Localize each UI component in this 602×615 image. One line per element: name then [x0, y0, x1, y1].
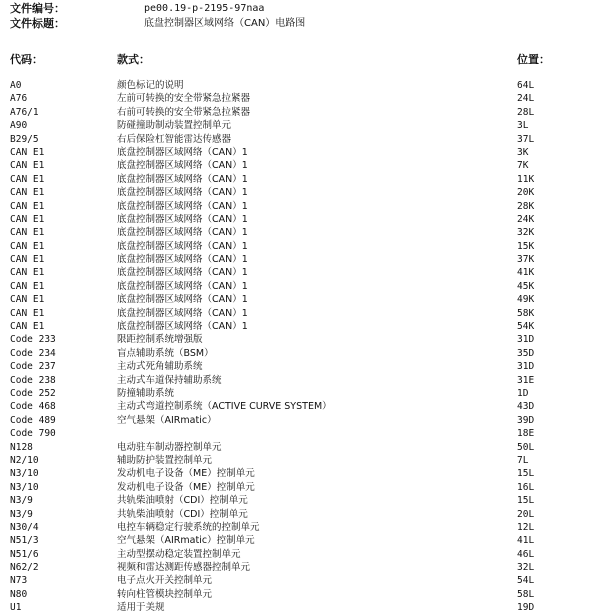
row-description: 底盘控制器区域网络（CAN）1	[117, 146, 248, 158]
row-code: Code 790	[10, 428, 56, 440]
row-position: 64L	[517, 80, 535, 91]
row-position: 24K	[517, 213, 535, 225]
row-code: CAN E1	[10, 173, 45, 185]
row-description: 电控车辆稳定行驶系统的控制单元	[117, 521, 260, 533]
table-row	[0, 280, 602, 293]
row-position: 15K	[517, 240, 535, 252]
row-position: 41K	[517, 267, 535, 279]
row-code: N51/6	[10, 548, 39, 560]
table-row	[0, 601, 602, 614]
row-code: N3/9	[10, 508, 33, 520]
row-description: 转向柱管模块控制单元	[117, 588, 213, 600]
row-description: 空气悬架（AIRmatic）	[117, 414, 217, 426]
table-row	[0, 414, 602, 427]
row-code: A76	[10, 93, 28, 105]
row-description: 底盘控制器区域网络（CAN）1	[117, 254, 248, 266]
row-description: 空气悬架（AIRmatic）控制单元	[117, 535, 255, 547]
row-position: 12L	[517, 521, 535, 533]
row-code: N2/10	[10, 454, 39, 466]
row-description: 颜色标记的说明	[117, 80, 184, 91]
row-position: 20K	[517, 187, 535, 199]
row-description: 防碰撞助制动装置控制单元	[117, 120, 232, 132]
row-description: 底盘控制器区域网络（CAN）1	[117, 240, 248, 252]
row-description: 底盘控制器区域网络（CAN）1	[117, 294, 248, 306]
row-position: 54K	[517, 321, 535, 333]
row-code: N80	[10, 588, 28, 600]
row-description: 底盘控制器区域网络（CAN）1	[117, 267, 248, 279]
row-description: 共轨柴油喷射（CDI）控制单元	[117, 508, 248, 520]
row-position: 15L	[517, 495, 535, 507]
column-header-position: 位置：	[517, 53, 550, 66]
row-description: 适用于美规	[117, 602, 165, 614]
row-code: N3/10	[10, 481, 39, 493]
row-description: 盲点辅助系统（BSM）	[117, 347, 214, 359]
row-description: 底盘控制器区域网络（CAN）1	[117, 321, 248, 333]
row-position: 11K	[517, 173, 535, 185]
table-row	[0, 374, 602, 387]
row-code: Code 234	[10, 347, 56, 359]
row-code: CAN E1	[10, 294, 45, 306]
row-description: 主动式车道保持辅助系统	[117, 374, 222, 386]
table-row	[0, 588, 602, 601]
table-row	[0, 119, 602, 132]
row-position: 32L	[517, 562, 535, 574]
table-row	[0, 400, 602, 413]
row-code: CAN E1	[10, 254, 45, 266]
table-row	[0, 333, 602, 346]
row-description: 主动式死角辅助系统	[117, 361, 203, 373]
row-code: Code 233	[10, 334, 56, 346]
table-row	[0, 454, 602, 467]
table-row	[0, 347, 602, 360]
row-position: 54L	[517, 575, 535, 587]
table-row	[0, 521, 602, 534]
row-position: 45K	[517, 280, 535, 292]
table-row	[0, 200, 602, 213]
row-description: 底盘控制器区域网络（CAN）1	[117, 213, 248, 225]
row-code: U1	[10, 602, 22, 614]
row-position: 3L	[517, 120, 529, 132]
table-row	[0, 133, 602, 146]
table-row	[0, 186, 602, 199]
doc-title-row	[10, 17, 590, 31]
row-description: 底盘控制器区域网络（CAN）1	[117, 227, 248, 239]
row-position: 58L	[517, 588, 535, 600]
table-row	[0, 253, 602, 266]
row-description: 底盘控制器区域网络（CAN）1	[117, 187, 248, 199]
table-row	[0, 293, 602, 306]
doc-title-label: 文件标题：	[10, 17, 65, 30]
row-code: A90	[10, 120, 28, 132]
table-row	[0, 173, 602, 186]
doc-title-value: 底盘控制器区域网络（CAN）电路图	[144, 18, 306, 29]
row-position: 7L	[517, 454, 529, 466]
row-position: 37L	[517, 133, 535, 145]
doc-number-row	[10, 2, 590, 16]
row-code: N3/9	[10, 495, 33, 507]
row-position: 37K	[517, 254, 535, 266]
row-position: 16L	[517, 481, 535, 493]
row-code: CAN E1	[10, 267, 45, 279]
component-table	[0, 79, 602, 615]
row-code: N128	[10, 441, 33, 453]
row-position: 28K	[517, 200, 535, 212]
row-position: 32K	[517, 227, 535, 239]
row-position: 31D	[517, 334, 535, 346]
row-position: 24L	[517, 93, 535, 105]
table-row	[0, 548, 602, 561]
row-code: Code 468	[10, 401, 56, 413]
table-row	[0, 360, 602, 373]
table-row	[0, 441, 602, 454]
row-code: CAN E1	[10, 321, 45, 333]
row-code: A0	[10, 80, 22, 91]
row-position: 41L	[517, 535, 535, 547]
table-row	[0, 106, 602, 119]
row-code: N30/4	[10, 521, 39, 533]
table-row	[0, 213, 602, 226]
row-code: Code 237	[10, 361, 56, 373]
doc-number-label: 文件编号：	[10, 2, 65, 15]
row-description: 主动式弯道控制系统（ACTIVE CURVE SYSTEM）	[117, 401, 332, 413]
row-position: 15L	[517, 468, 535, 480]
table-row	[0, 79, 602, 92]
table-row	[0, 240, 602, 253]
row-description: 共轨柴油喷射（CDI）控制单元	[117, 495, 248, 507]
table-row	[0, 320, 602, 333]
table-row	[0, 226, 602, 239]
row-code: CAN E1	[10, 307, 45, 319]
row-description: 防撞辅助系统	[117, 387, 175, 399]
table-row	[0, 307, 602, 320]
column-header-description: 款式：	[117, 53, 150, 66]
row-code: N62/2	[10, 562, 39, 574]
table-row	[0, 427, 602, 440]
row-description: 辅助防护装置控制单元	[117, 454, 213, 466]
table-row	[0, 387, 602, 400]
table-row	[0, 92, 602, 105]
row-code: CAN E1	[10, 187, 45, 199]
row-code: A76/1	[10, 106, 39, 118]
row-description: 右前可转换的安全带紧急拉紧器	[117, 106, 251, 118]
row-description: 左前可转换的安全带紧急拉紧器	[117, 93, 251, 105]
row-description: 底盘控制器区域网络（CAN）1	[117, 200, 248, 212]
row-position: 31E	[517, 374, 535, 386]
column-header-code: 代码：	[10, 53, 43, 66]
table-row	[0, 146, 602, 159]
row-position: 31D	[517, 361, 535, 373]
table-row	[0, 508, 602, 521]
row-code: CAN E1	[10, 280, 45, 292]
table-row	[0, 494, 602, 507]
row-description: 视频和雷达测距传感器控制单元	[117, 562, 251, 574]
row-description: 主动型摆动稳定装置控制单元	[117, 548, 241, 560]
row-position: 28L	[517, 106, 535, 118]
row-description: 发动机电子设备（ME）控制单元	[117, 481, 255, 493]
row-description: 底盘控制器区域网络（CAN）1	[117, 160, 248, 172]
row-code: CAN E1	[10, 213, 45, 225]
row-code: N51/3	[10, 535, 39, 547]
row-code: Code 238	[10, 374, 56, 386]
row-code: Code 252	[10, 387, 56, 399]
row-code: N73	[10, 575, 28, 587]
table-row	[0, 266, 602, 279]
row-position: 43D	[517, 401, 535, 413]
row-position: 20L	[517, 508, 535, 520]
row-description: 限距控制系统增强版	[117, 334, 203, 346]
row-position: 49K	[517, 294, 535, 306]
row-description: 发动机电子设备（ME）控制单元	[117, 468, 255, 480]
row-code: CAN E1	[10, 227, 45, 239]
table-row	[0, 561, 602, 574]
table-row	[0, 159, 602, 172]
row-code: CAN E1	[10, 200, 45, 212]
row-position: 35D	[517, 347, 535, 359]
row-code: CAN E1	[10, 160, 45, 172]
row-code: CAN E1	[10, 146, 45, 158]
row-code: CAN E1	[10, 240, 45, 252]
row-position: 18E	[517, 428, 535, 440]
table-row	[0, 481, 602, 494]
table-row	[0, 574, 602, 587]
table-row	[0, 467, 602, 480]
row-code: B29/5	[10, 133, 39, 145]
row-description: 电子点火开关控制单元	[117, 575, 213, 587]
row-code: N3/10	[10, 468, 39, 480]
row-position: 19D	[517, 602, 535, 614]
row-position: 46L	[517, 548, 535, 560]
row-description: 底盘控制器区域网络（CAN）1	[117, 173, 248, 185]
row-description: 右后保险杠智能雷达传感器	[117, 133, 232, 145]
table-row	[0, 534, 602, 547]
row-position: 58K	[517, 307, 535, 319]
row-position: 50L	[517, 441, 535, 453]
row-description: 底盘控制器区域网络（CAN）1	[117, 280, 248, 292]
row-position: 39D	[517, 414, 535, 426]
row-description: 底盘控制器区域网络（CAN）1	[117, 307, 248, 319]
doc-number-value: pe00.19-p-2195-97naa	[144, 3, 265, 14]
row-code: Code 489	[10, 414, 56, 426]
row-description: 电动驻车制动器控制单元	[117, 441, 222, 453]
row-position: 7K	[517, 160, 529, 172]
row-position: 3K	[517, 146, 529, 158]
row-position: 1D	[517, 387, 529, 399]
